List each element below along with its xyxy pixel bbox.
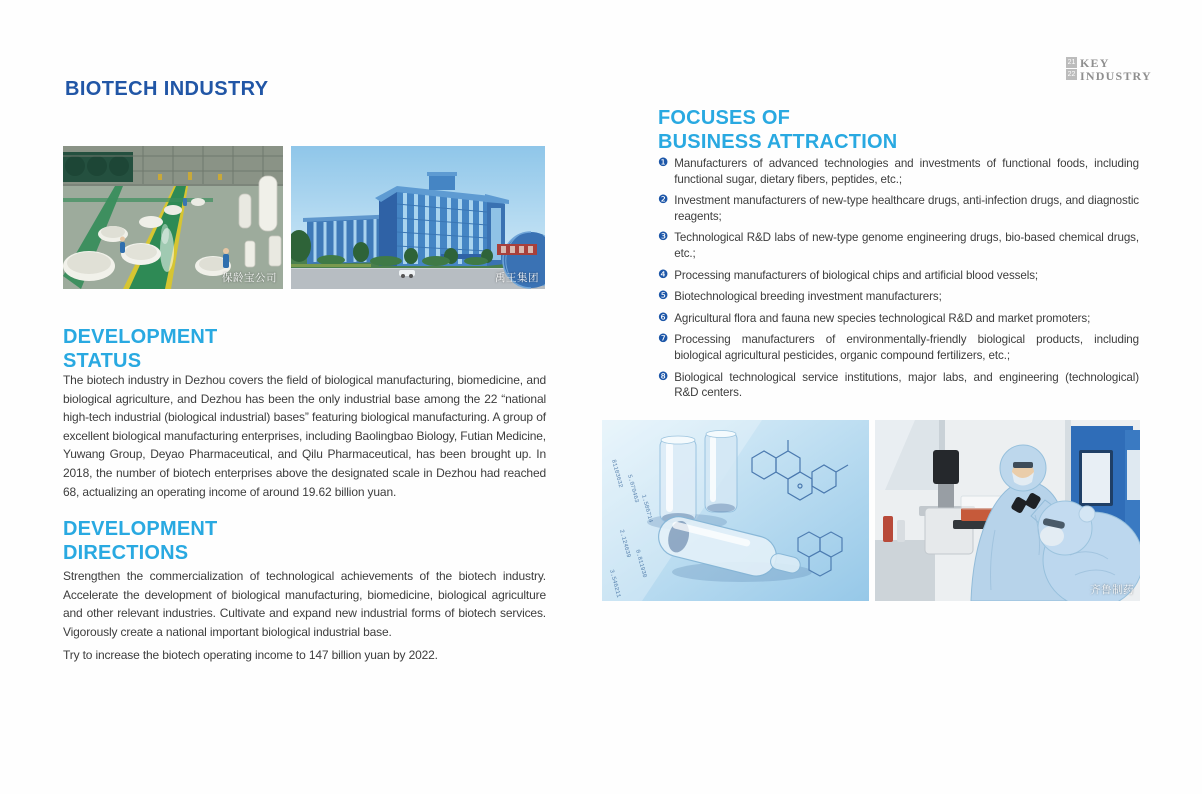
numbered-bullet-icon: ❸ xyxy=(658,231,669,244)
svg-text:3.546211: 3.546211 xyxy=(608,568,623,599)
focus-item-text: Agricultural flora and fauna new species technological R&D and market promoters; xyxy=(674,311,1091,325)
svg-text:2.124639: 2.124639 xyxy=(618,528,633,559)
focus-item-text: Biological technological service institutions, major labs, and engineering (technological) R&D centers. xyxy=(674,370,1139,400)
development-directions-heading xyxy=(63,517,217,565)
lab-photo-art xyxy=(875,420,1140,601)
focus-list-item xyxy=(658,268,1139,284)
development-status-paragraph: The biotech industry in Dezhou covers the field of biological manufacturing, biomedicine, and biological agriculture, and Dezhou has been the only industrial base among the 22 “national high-tech industrial (biological industrial) bases” featuring biological manufacturing. A group of excellent biological manufacturing enterprises, including Baolingbao Biology, Futian Medicine, Yuwang Group, Deyao Pharmaceutical, and Qilu Pharmaceutical, has been brought up. In 2018, the number of biotech enterprises above the designated scale in Dezhou had reached 68, actualizing an operating income of around 19.62 billion yuan. xyxy=(63,373,546,499)
focus-item-text: Investment manufacturers of new-type healthcare drugs, anti-infection drugs, and diagnostic reagents; xyxy=(674,194,1139,223)
svg-text:0.811930: 0.811930 xyxy=(634,548,649,579)
factory-photo xyxy=(63,146,283,289)
logo-badge-top: 21 xyxy=(1067,59,1076,66)
development-status-heading xyxy=(63,325,217,373)
svg-text:81103632: 81103632 xyxy=(610,458,625,489)
page-title: BIOTECH INDUSTRY xyxy=(65,78,269,100)
vials-photo-art xyxy=(602,420,869,601)
factory-photo-art xyxy=(63,146,283,289)
focus-list-item xyxy=(658,332,1139,363)
focus-list-item xyxy=(658,156,1139,187)
focus-item-text: Manufacturers of advanced technologies and investments of functional foods, including functional sugar, dietary fibers, peptides, etc.; xyxy=(674,157,1139,186)
numbered-bullet-icon: ❽ xyxy=(658,370,669,383)
focus-list-item xyxy=(658,230,1139,261)
logo-line1: KEY xyxy=(1080,56,1110,70)
building-photo-caption: 禹王集团 xyxy=(495,272,539,284)
focus-list-item xyxy=(658,289,1139,305)
focus-list-item xyxy=(658,193,1139,224)
numbered-bullet-icon: ❺ xyxy=(658,290,669,303)
heading-line: DIRECTIONS xyxy=(63,542,189,564)
svg-text:5.070463: 5.070463 xyxy=(626,473,641,504)
factory-photo-caption: 保龄宝公司 xyxy=(222,272,277,284)
numbered-bullet-icon: ❼ xyxy=(658,333,669,346)
key-industry-logo xyxy=(1066,57,1152,82)
logo-badge-bottom: 22 xyxy=(1067,71,1076,78)
focus-list-item xyxy=(658,370,1139,401)
numbered-bullet-icon: ❹ xyxy=(658,268,669,281)
numbered-bullet-icon: ❶ xyxy=(658,157,669,169)
development-directions-paragraph: Strengthen the commercialization of technological achievements of the biotech industry. Accelerate the development of biological manufacturing, biomedicine, biological agriculture and other relevant industries. Cultivate and expand new industrial forms of biotech services. Vigorously create a national important biological industrial base. xyxy=(63,569,546,639)
focus-item-text: Processing manufacturers of environmentally-friendly biological products, including biological agricultural pesticides, organic compound fertilizers, etc.; xyxy=(674,333,1139,362)
focus-item-text: Technological R&D labs of new-type genome engineering drugs, bio-based chemical drugs, etc.; xyxy=(674,231,1139,260)
focus-item-text: Processing manufacturers of biological chips and artificial blood vessels; xyxy=(674,268,1039,282)
lab-photo xyxy=(875,420,1140,601)
vials-photo xyxy=(602,420,869,601)
building-photo xyxy=(291,146,545,289)
numbered-bullet-icon: ❷ xyxy=(658,194,669,207)
heading-line: DEVELOPMENT xyxy=(63,518,218,540)
logo-line2: INDUSTRY xyxy=(1080,68,1152,83)
heading-line: BUSINESS ATTRACTION xyxy=(658,131,898,153)
building-photo-art xyxy=(291,146,545,289)
development-goal-line: Try to increase the biotech operating income to 147 billion yuan by 2022. xyxy=(63,648,438,662)
numbered-bullet-icon: ❻ xyxy=(658,311,669,324)
focus-list-item xyxy=(658,311,1139,327)
focus-list xyxy=(658,156,1139,407)
heading-line: STATUS xyxy=(63,350,142,372)
heading-line: FOCUSES OF xyxy=(658,107,791,129)
focus-item-text: Biotechnological breeding investment manufacturers; xyxy=(674,290,942,304)
logo-text xyxy=(1080,57,1152,82)
svg-text:1.586714: 1.586714 xyxy=(640,493,655,524)
lab-photo-caption: 齐鲁制药 xyxy=(1090,584,1134,596)
heading-line: DEVELOPMENT xyxy=(63,326,218,348)
focuses-heading xyxy=(658,106,897,154)
logo-badge-icons xyxy=(1066,57,1077,80)
